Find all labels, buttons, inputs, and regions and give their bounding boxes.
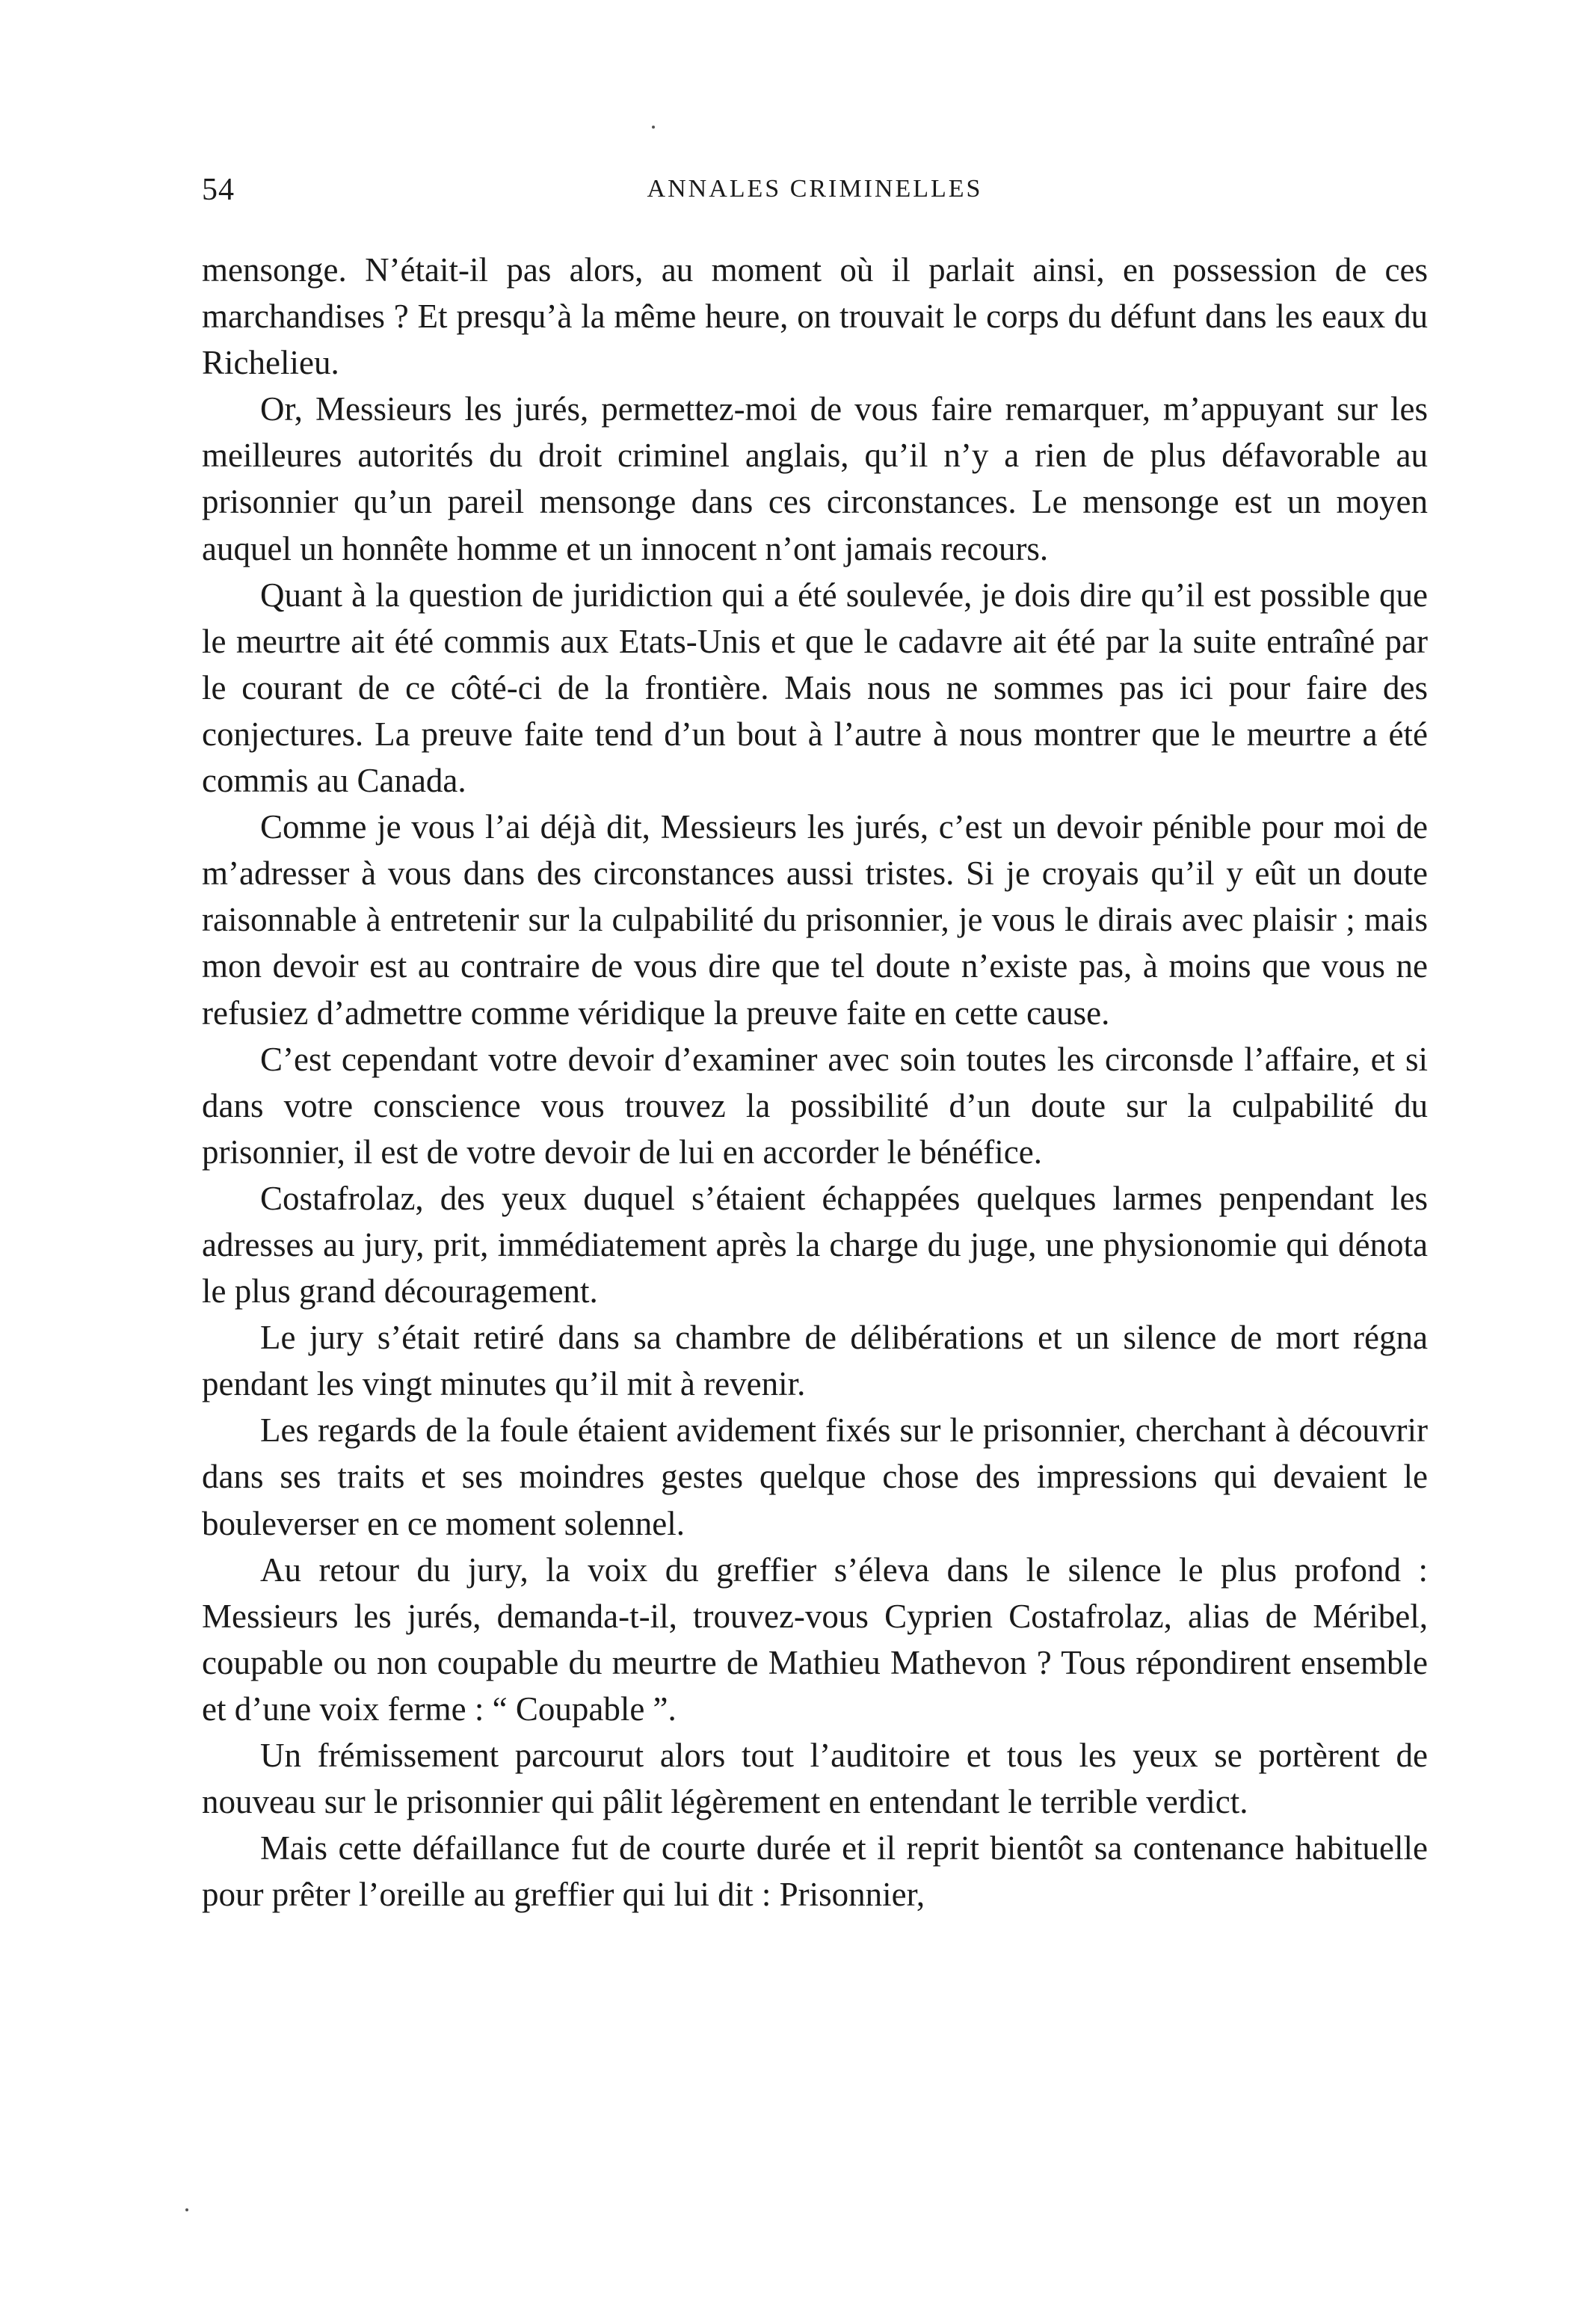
page-header	[202, 172, 1428, 217]
paragraph: Les regards de la foule étaient avidement fixés sur le prisonnier, cherchant à découvrir dans ses traits et ses moindres gestes quelque chose des impressions qui devaient le bouleverser en ce moment solennel.	[202, 1411, 1428, 1542]
paragraph: Mais cette défaillance fut de courte durée et il reprit bientôt sa contenance habituelle pour prêter l’oreille au greffier qui lui dit : Prisonnier,	[202, 1829, 1428, 1914]
paragraph: Costafrolaz, des yeux duquel s’étaient échappées quelques larmes penpendant les adresses au jury, prit, immédiatement après la charge du juge, une physionomie qui dénota le plus grand découragement.	[202, 1179, 1428, 1311]
scan-speck	[652, 126, 655, 129]
page-number: 54	[202, 173, 235, 207]
paragraph: Au retour du jury, la voix du greffier s’éleva dans le silence le plus profond : Messieurs les jurés, demanda-t-il, trouvez-vous Cyprien Costafrolaz, alias de Méribel, coupable ou non coupable du meurtre de Mathieu Mathevon ? Tous répondirent ensemble et d’une voix ferme : “ Coupable ”.	[202, 1550, 1428, 1728]
paragraph: Quant à la question de juridiction qui a été soulevée, je dois dire qu’il est possible que le meurtre ait été commis aux Etats-Unis et que le cadavre ait été par la suite entraîné par le courant de ce côté-ci de la frontière. Mais nous ne sommes pas ici pour faire des conjectures. La preuve faite tend d’un bout à l’autre à nous montrer que le meurtre a été commis au Canada.	[202, 576, 1428, 800]
paragraph: Or, Messieurs les jurés, permettez-moi de vous faire remarquer, m’appuyant sur les meilleures autorités du droit criminel anglais, qu’il n’y a rien de plus défavorable au prisonnier qu’un pareil mensonge dans ces circonstances. Le mensonge est un moyen auquel un honnête homme et un innocent n’ont jamais recours.	[202, 390, 1428, 567]
body-text	[202, 247, 1428, 1918]
scan-speck	[185, 2208, 188, 2211]
paragraph: C’est cependant votre devoir d’examiner avec soin toutes les circonsde l’affaire, et si dans votre conscience vous trouvez la possibilité d’un doute sur la culpabilité du prisonnier, il est de votre devoir de lui en accorder le bénéfice.	[202, 1040, 1428, 1171]
paragraph: Comme je vous l’ai déjà dit, Messieurs les jurés, c’est un devoir pénible pour moi de m’adresser à vous dans des circonstances aussi tristes. Si je croyais qu’il y eût un doute raisonnable à entretenir sur la culpabilité du prisonnier, je vous le dirais avec plaisir ; mais mon devoir est au contraire de vous dire que tel doute n’existe pas, à moins que vous ne refusiez d’admettre comme véridique la preuve faite en cette cause.	[202, 808, 1428, 1032]
running-title: ANNALES CRIMINELLES	[647, 175, 983, 203]
paragraph: Le jury s’était retiré dans sa chambre de délibérations et un silence de mort régna pendant les vingt minutes qu’il mit à revenir.	[202, 1319, 1428, 1403]
paragraph: mensonge. N’était-il pas alors, au moment où il parlait ainsi, en possession de ces marchandises ? Et presqu’à la même heure, on trouvait le corps du défunt dans les eaux du Richelieu.	[202, 251, 1428, 382]
paragraph: Un frémissement parcourut alors tout l’auditoire et tous les yeux se portèrent de nouveau sur le prisonnier qui pâlit légèrement en entendant le terrible verdict.	[202, 1737, 1428, 1821]
